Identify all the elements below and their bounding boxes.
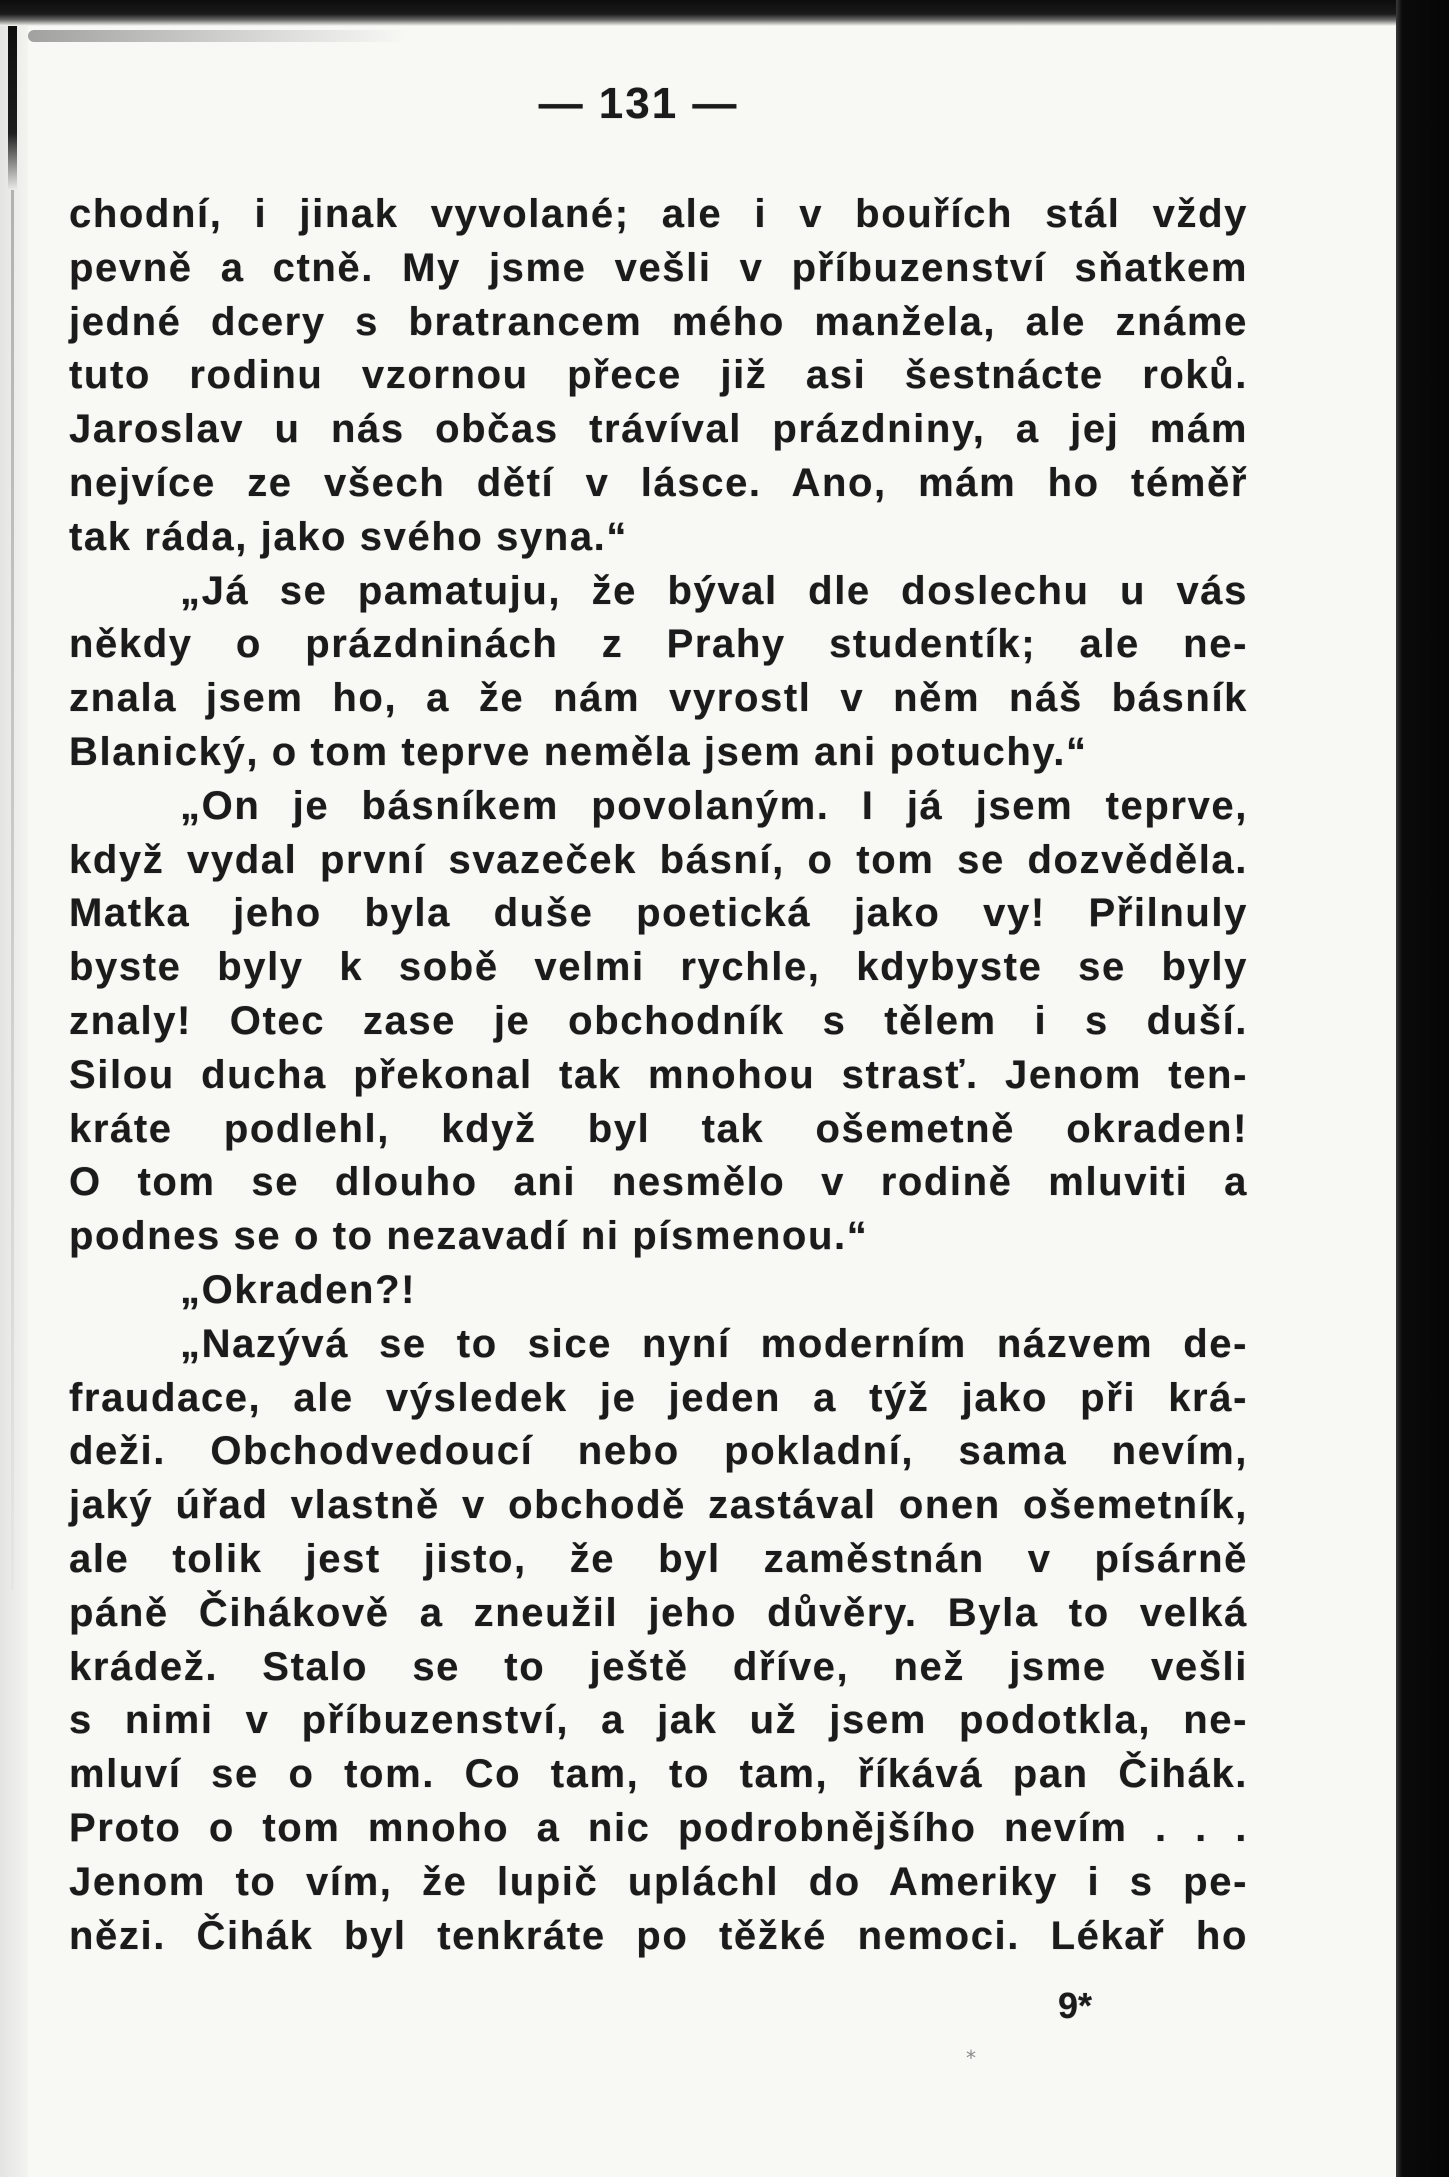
- text-line: mluví se o tom. Co tam, to tam, říkává pan Čihák.: [69, 1752, 1248, 1797]
- text-line: Jenom to vím, že lupič upláchl do Ameriky i s pe-: [69, 1859, 1248, 1904]
- text-line: chodní, i jinak vyvolané; ale i v bouřích stál vždy: [69, 192, 1248, 236]
- text-line: Proto o tom mnoho a nic podrobnějšího nevím . . .: [69, 1805, 1248, 1850]
- text-line: znala jsem ho, a že nám vyrostl v něm náš básník: [69, 676, 1248, 721]
- text-line: pevně a ctně. My jsme vešli v příbuzenství sňatkem: [69, 245, 1248, 290]
- text-line: Silou ducha překonal tak mnohou strasť. Jenom ten-: [69, 1052, 1248, 1097]
- text-line: „Nazývá se to sice nyní moderním názvem de-: [180, 1321, 1248, 1366]
- text-line: tuto rodinu vzornou přece již asi šestnácte roků.: [69, 353, 1248, 398]
- paragraph: [69, 780, 1248, 1264]
- text-line: někdy o prázdninách z Prahy studentík; ale ne-: [69, 622, 1248, 667]
- text-line: ale tolik jest jisto, že byl zaměstnán v písárně: [69, 1536, 1248, 1581]
- body-text: [69, 188, 1248, 1963]
- text-line: nejvíce ze všech dětí v lásce. Ano, mám ho téměř: [69, 460, 1248, 505]
- text-line: fraudace, ale výsledek je jeden a týž jako při krá-: [69, 1375, 1248, 1420]
- text-line: kráte podlehl, když byl tak ošemetně okraden!: [69, 1106, 1248, 1151]
- text-line: „Okraden?!: [180, 1267, 417, 1312]
- text-line: znaly! Otec zase je obchodník s tělem i s duší.: [69, 998, 1248, 1043]
- text-line: „On je básníkem povolaným. I já jsem teprve,: [180, 783, 1248, 828]
- text-line: krádež. Stalo se to ještě dříve, než jsme vešli: [69, 1644, 1248, 1689]
- paragraph: [69, 1264, 1248, 1318]
- text-line: když vydal první svazeček básní, o tom se dozvěděla.: [69, 837, 1248, 882]
- stray-ink-mark: *: [966, 2046, 976, 2070]
- paragraph: [69, 565, 1248, 780]
- text-line: jedné dcery s bratrancem mého manžela, ale známe: [69, 299, 1248, 344]
- text-line: deži. Obchodvedoucí nebo pokladní, sama nevím,: [69, 1429, 1248, 1474]
- text-line: byste byly k sobě velmi rychle, kdybyste se byly: [69, 945, 1248, 990]
- text-line: Blanický, o tom teprve neměla jsem ani potuchy.“: [69, 729, 1088, 774]
- paragraph: [69, 1318, 1248, 1964]
- text-line: nězi. Čihák byl tenkráte po těžké nemoci. Lékař ho: [69, 1913, 1248, 1958]
- scan-left-margin: [0, 0, 28, 2177]
- scan-left-edge-line: [8, 0, 17, 190]
- page-number-header: — 131 —: [538, 79, 739, 128]
- text-line: Jaroslav u nás občas trávíval prázdniny, a jej mám: [69, 407, 1248, 452]
- text-line: Matka jeho byla duše poetická jako vy! Přilnuly: [69, 891, 1248, 936]
- printer-signature-mark: 9*: [1058, 1985, 1093, 2026]
- scan-right-edge: [1396, 0, 1449, 2177]
- scan-left-edge-shadow: [11, 190, 14, 1590]
- text-line: podnes se o to nezavadí ni písmenou.“: [69, 1214, 869, 1259]
- text-line: O tom se dlouho ani nesmělo v rodině mluviti a: [69, 1160, 1248, 1205]
- scan-top-smudge: [28, 30, 408, 42]
- scan-top-edge: [0, 0, 1396, 26]
- text-line: páně Čihákově a zneužil jeho důvěry. Byla to velká: [69, 1590, 1248, 1635]
- paragraph: [69, 188, 1248, 565]
- text-line: s nimi v příbuzenství, a jak už jsem podotkla, ne-: [69, 1698, 1248, 1743]
- text-line: jaký úřad vlastně v obchodě zastával onen ošemetník,: [69, 1483, 1248, 1528]
- text-line: tak ráda, jako svého syna.“: [69, 514, 629, 559]
- text-line: „Já se pamatuju, že býval dle doslechu u vás: [180, 568, 1248, 613]
